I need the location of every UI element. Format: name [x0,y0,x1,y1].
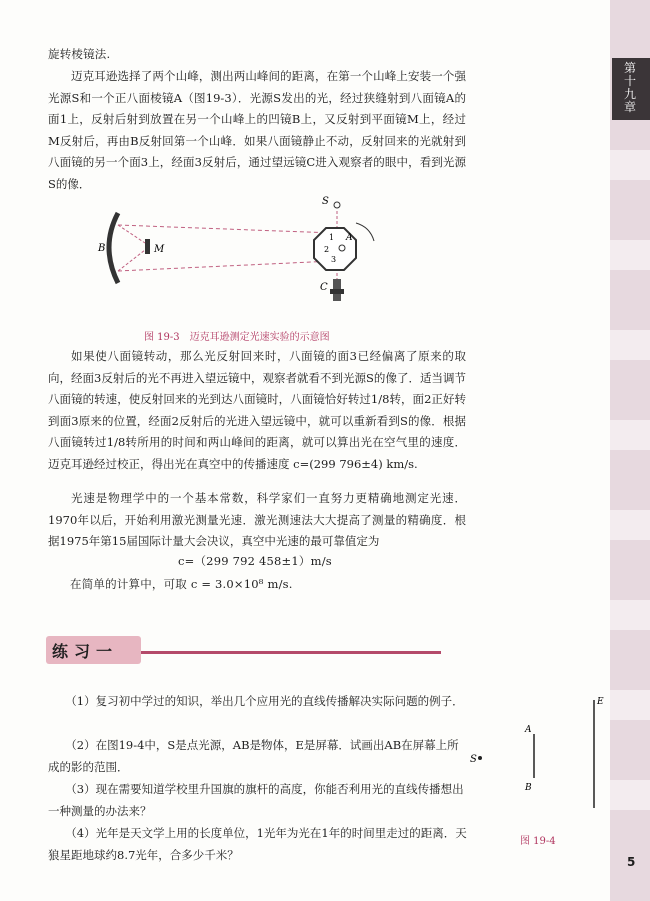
sidebar-stripe [610,510,650,540]
label-s: S [322,196,329,207]
beam-lower [118,261,333,271]
beam-upper [118,225,333,233]
sidebar-stripe [610,420,650,450]
figure-19-3 [90,195,400,310]
exercise-item-3: （3）现在需要知道学校里升国旗的旗杆的高度，你能否利用光的直线传播想出一种测量的办法来？ [48,782,464,818]
plane-mirror-m [145,239,150,254]
label-a: A [525,725,532,735]
exercise-item-4: （4）光年是天文学上用的长度单位，1光年为光在1年的时间里走过的距离．天狼星距地球约8.7光年，合多少千米？ [48,826,467,862]
figure-19-4 [470,690,610,810]
paragraph-1: 迈克耳逊选择了两个山峰，测出两山峰间的距离，在第一个山峰上安装一个强光源S和一个正八面棱镜A（图19-3）．光源S发出的光，经过狭缝射到八面镜A的面1上，反射后射到放置在另一个山峰上的凹镜B上，又反射到平面镜M上，经过M反射后，再由B反射回第一个山峰．如果八面镜静止不动，反射回来的光就射到八面镜的另一个面3上，经面3反射后，通过望远镜C进入观察者的眼中，看到光源S的像． [48,69,466,191]
beam-from-m [118,250,145,271]
figure-19-3-caption: 图 19-3 迈克耳逊测定光速实验的示意图 [144,332,330,343]
chapter-tab [612,58,650,120]
exercise-title: 练习一 [52,642,119,661]
figure-19-4-caption: 图 19-4 [520,836,556,847]
label-e: E [597,697,604,707]
telescope-eyepiece [330,289,344,294]
paragraph-2: 如果使八面镜转动，那么光反射回来时，八面镜的面3已经偏离了原来的取向，经面3反射后的光不再进入望远镜中，观察者就看不到光源S的像了．适当调节八面镜的转速，使反射回来的光到达八面镜时，八面镜恰好转过1/8转，面2正好转到面3原来的位置，经面2反射后的光进入望远镜中，就可以重新看到S的像．根据八面镜转过1/8转所用的时间和两山峰间的距离，就可以算出光在空气里的速度．迈克耳逊经过校正，得出光在真空中的传播速度 c=(299 796±4) km/s. [48,349,466,471]
body-line-top: 旋转棱镜法. [48,47,111,61]
label-b: B [525,783,532,793]
rotation-arrow-icon [356,223,374,241]
page-number: 5 [627,855,636,869]
label-face-1: 1 [329,233,335,242]
exercise-item-1: （1）复习初中学过的知识，举出几个应用光的直线传播解决实际问题的例子． [65,694,464,708]
label-s: S [470,754,477,765]
label-a: A [346,233,353,243]
sidebar-stripe [610,240,650,270]
label-b: B [98,243,106,254]
point-source-s [478,756,482,760]
concave-mirror-b [109,213,118,283]
chapter-sidebar [610,0,650,901]
exercise-item-2: （2）在图19-4中，S是点光源，AB是物体，E是屏幕．试画出AB在屏幕上所成的影的范围． [48,738,459,774]
sidebar-stripe [610,600,650,630]
label-face-2: 2 [324,245,330,254]
light-speed-formula: c=（299 792 458±1）m/s [178,554,332,568]
paragraph-4: 在简单的计算中，可取 c = 3.0×10⁸ m/s. [70,577,293,591]
sidebar-stripe [610,330,650,360]
sidebar-stripe [610,150,650,180]
paragraph-3: 光速是物理学中的一个基本常数，科学家们一直努力更精确地测定光速．1970年以后，开始利用激光测量光速．激光测速法大大提高了测量的精确度．根据1975年第15届国际计量大会决议，真空中光速的最可靠值定为 [48,491,466,548]
label-m: M [154,244,165,255]
exercise-rule [141,651,441,654]
beam-to-m [118,225,145,243]
label-c: C [320,282,328,293]
sidebar-stripe [610,780,650,810]
label-face-3: 3 [331,255,337,264]
chapter-label: 第十九章 [624,61,637,114]
light-source-icon [334,202,340,208]
exercise-badge [46,636,141,664]
sidebar-stripe [610,690,650,720]
